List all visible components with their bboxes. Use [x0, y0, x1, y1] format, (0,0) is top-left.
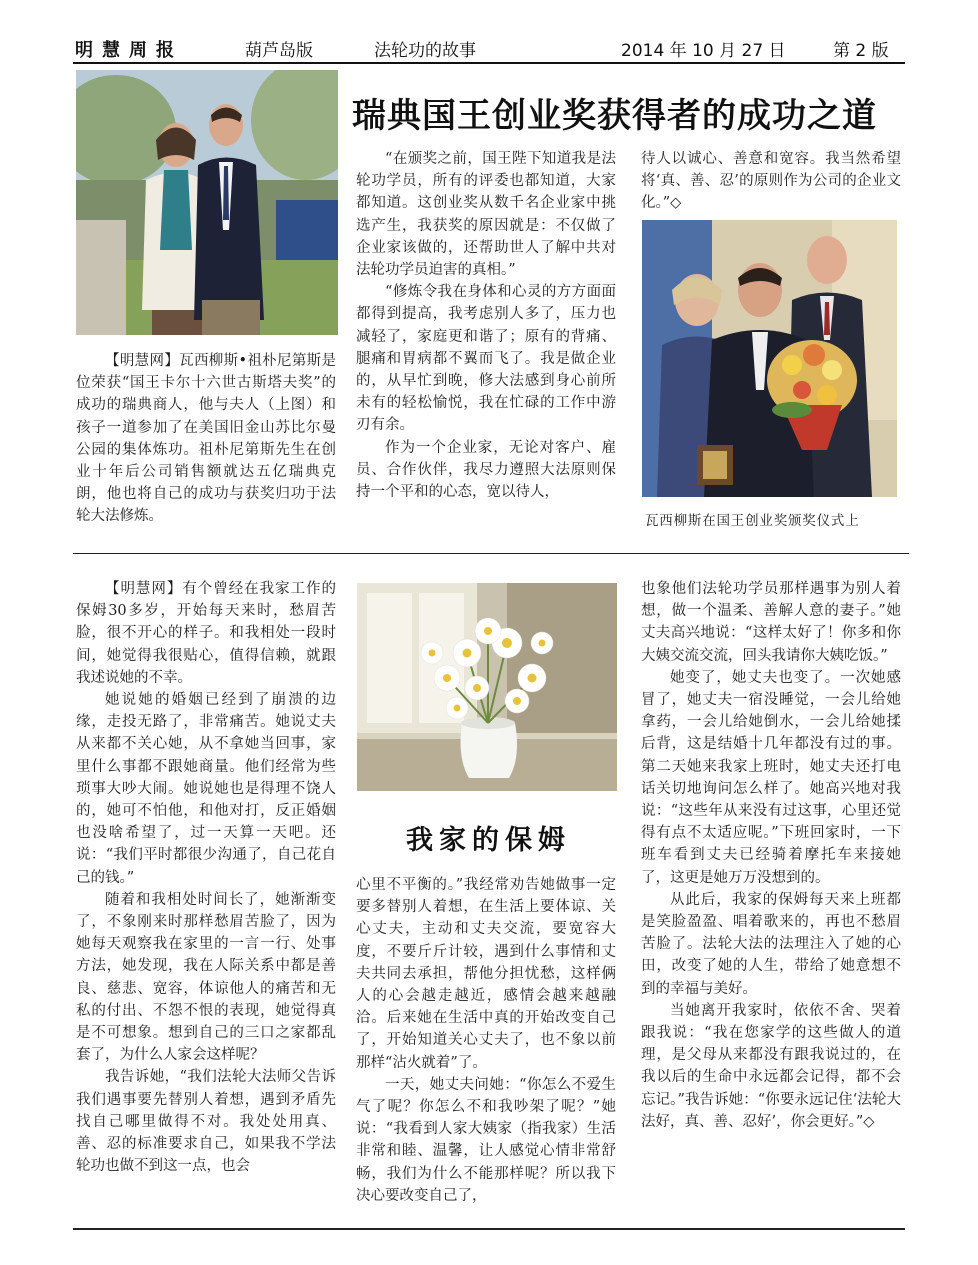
- story2-col3-paragraph: 从此后，我家的保姆每天来上班都是笑脸盈盈、唱着歌来的，再也不愁眉苦脸了。法轮大法的法理注入了她的心田，改变了她的人生，带给了她意想不到的幸福与美好。: [641, 891, 901, 997]
- story2-col3-paragraph: 当她离开我家时，依依不舍、哭着跟我说：“我在您家学的这些做人的道理，是父母从来都没有跟我说过的，在我以后的生命中永远都会记得，都不会忘记。”我告诉她：“你要永远记住‘法轮大法好，真、善、忍好’，你会更好。”◇: [641, 1002, 901, 1130]
- story2-col1-paragraph: 我告诉她，“我们法轮大法师父告诉我们遇事要先替别人着想，遇到矛盾先找自己哪里做得不对。我处处用真、善、忍的标准要求自己，如果我不学法轮功也做不到这一点，也会: [76, 1069, 336, 1175]
- story1-col2-paragraph: 作为一个企业家，无论对客户、雇员、合作伙伴，我尽力遵照大法原则保持一个平和的心态，宽以待人，: [356, 439, 616, 501]
- story2-col1-paragraph: 【明慧网】有个曾经在我家工作的保姆30多岁，开始每天来时，愁眉苦脸，很不开心的样子。和我相处一段时间，她觉得我很贴心，值得信赖，就跟我述说她的不幸。: [76, 581, 336, 686]
- story1-col2-paragraph: “修炼令我在身体和心灵的方方面面都得到提高，我考虑别人多了，压力也减轻了，家庭更和谐了；原有的背痛、腿痛和胃病都不翼而飞了。我是做企业的，从早忙到晚，修大法感到身心前所未有的轻松愉悦，我在忙碌的工作中游刃有余。: [356, 284, 616, 434]
- award-photo-caption: 瓦西柳斯在国王创业奖颁奖仪式上: [645, 513, 860, 529]
- edition-label: 葫芦岛版: [245, 41, 313, 61]
- story2-col2-paragraph: 一天，她丈夫问她：“你怎么不爱生气了呢？你怎么不和我吵架了呢？”她说：“我看到人家大姨家（指我家）生活非常和睦、温馨，让人感觉心情非常舒畅，我们为什么不能那样呢？所以我下决心要改变自己了，: [356, 1076, 616, 1204]
- daisy-vase-photo: [357, 583, 617, 791]
- story1-column-3: [641, 148, 901, 218]
- story2-col2-paragraph: 心里不平衡的。”我经常劝告她做事一定要多替别人着想，在生活上要体谅、关心丈夫，主动和丈夫交流，要宽容大度，不要斤斤计较，遇到什么事情和丈夫共同去承担，帮他分担忧愁，这样俩人的心会越走越近，感情会越来越融洽。后来她在生活中真的开始改变自己了，开始知道关心丈夫了，也不象以前那样“沾火就着”了。: [356, 877, 616, 1071]
- story2-col1-paragraph: 她说她的婚姻已经到了崩溃的边缘，走投无路了，非常痛苦。她说丈夫从来都不关心她，从不拿她当回事，家里什么事都不跟她商量。他们经常为些琐事大吵大闹。她说她也是得理不饶人的，她可不怕他，和他对打，反正婚姻也没啥希望了，过一天算一天吧。还说：“我们平时都很少沟通了，自己花自己的钱。”: [76, 692, 336, 886]
- section-label: 法轮功的故事: [374, 41, 476, 61]
- story1-headline: 瑞典国王创业奖获得者的成功之道: [352, 96, 877, 136]
- story1-col2-paragraph: “在颁奖之前，国王陛下知道我是法轮功学员，所有的评委也都知道，大家都知道。这创业奖从数千名企业家中挑选产生，我获奖的原因就是：不仅做了企业家该做的，还帮助世人了解中共对法轮功学员迫害的真相。”: [356, 151, 616, 279]
- story2-column-3: [641, 578, 901, 1218]
- story1-col1-paragraph: 【明慧网】瓦西柳斯•祖朴尼第斯是位荣获“国王卡尔十六世古斯塔夫奖”的成功的瑞典商人，他与夫人（上图）和孩子一道参加了在美国旧金山苏比尔曼公园的集体炼功。祖朴尼第斯先生在创业十年后公司销售额就达五亿瑞典克朗，他也将自己的成功与获奖归功于法轮大法修炼。: [76, 353, 336, 525]
- story1-col3-paragraph: 待人以诚心、善意和宽容。我当然希望将‘真、善、忍’的原则作为公司的企业文化。”◇: [641, 151, 901, 212]
- story2-col3-paragraph: 也象他们法轮功学员那样遇事为别人着想，做一个温柔、善解人意的妻子。”她丈夫高兴地说：“这样太好了！你多和你大姨交流交流，回头我请你大姨吃饭。”: [641, 581, 901, 664]
- story2-col3-paragraph: 她变了，她丈夫也变了。一次她感冒了，她丈夫一宿没睡觉，一会儿给她拿药，一会儿给她倒水，一会儿给她揉后背，这是结婚十几年都没有过的事。第二天她来我家上班时，她丈夫还打电话关切地询问怎么样了。她高兴地对我说：“这些年从来没有过这事，心里还觉得有点不太适应呢。”下班回家时，一下班车看到丈夫已经骑着摩托车来接她了，这更是她万万没想到的。: [641, 669, 901, 886]
- award-ceremony-photo: [642, 220, 897, 497]
- story2-column-2: [356, 874, 616, 1218]
- story-divider: [73, 553, 909, 554]
- story2-title: 我家的保姆: [406, 825, 571, 856]
- page-header: [73, 30, 905, 66]
- header-rule: [73, 62, 905, 64]
- story1-column-2: [356, 148, 616, 534]
- page-number: 第 2 版: [833, 41, 889, 61]
- issue-date: 2014 年 10 月 27 日: [621, 41, 786, 61]
- story2-column-1: [76, 578, 336, 1218]
- footer-rule: [73, 1228, 905, 1230]
- story1-column-1: [76, 350, 336, 536]
- story2-col1-paragraph: 随着和我相处时间长了，她渐渐变了，不象刚来时那样愁眉苦脸了，因为她每天观察我在家里的一言一行、处事方法，她发现，我在人际关系中都是善良、慈悲、宽容，体谅他人的痛苦和无私的付出、不怨不恨的表现，她觉得真是不可想象。想到自己的三口之家都乱套了，为什么人家会这样呢？: [76, 891, 336, 1064]
- masthead: 明慧周报: [75, 40, 183, 61]
- couple-photo: [76, 70, 338, 335]
